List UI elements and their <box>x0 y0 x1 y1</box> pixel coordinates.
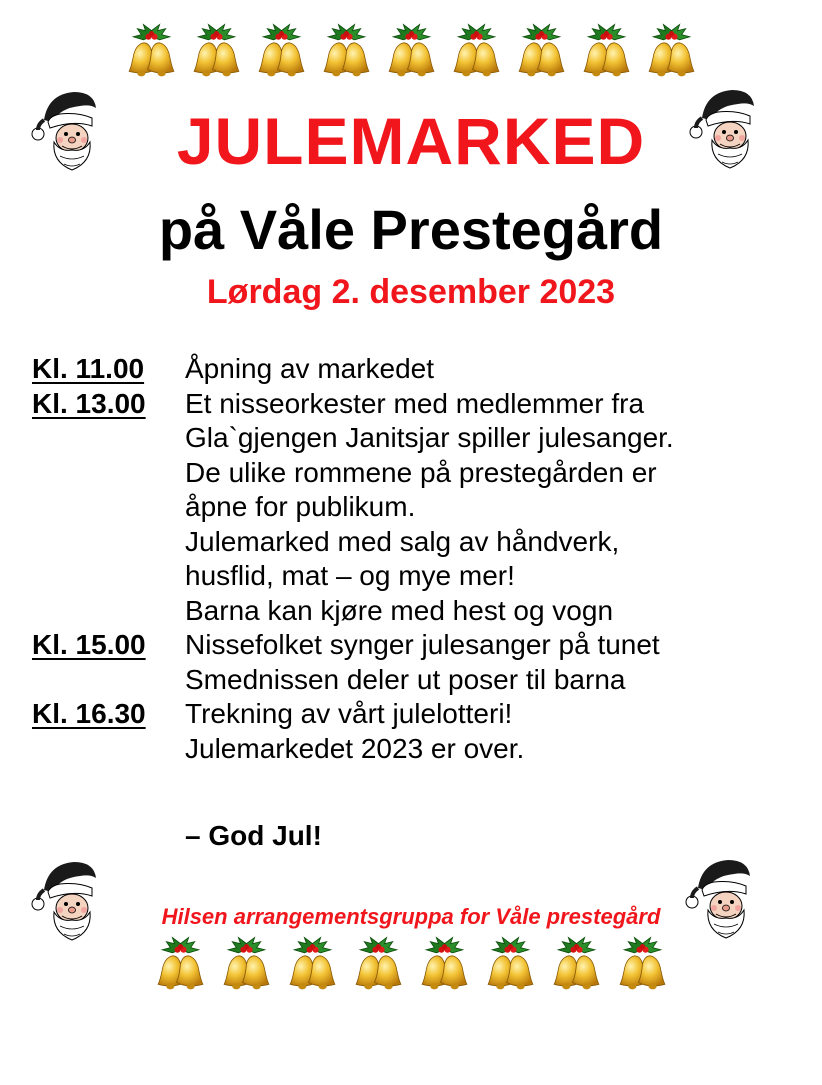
christmas-bells-icon <box>251 22 312 84</box>
schedule-row <box>32 697 802 766</box>
schedule-line: Barna kan kjøre med hest og vogn <box>185 594 614 626</box>
page-subtitle: på Våle Prestegård <box>158 198 664 261</box>
schedule-line: Trekning av vårt julelotteri! <box>185 698 513 729</box>
schedule-line: Et nisseorkester med medlemmer fra <box>185 387 645 419</box>
christmas-bells-icon <box>576 22 637 84</box>
event-date: Lørdag 2. desember 2023 <box>206 273 616 311</box>
christmas-bells-icon <box>282 935 343 997</box>
schedule-time: Kl. 15.00 <box>32 629 146 660</box>
christmas-bells-icon <box>216 935 277 997</box>
page-title: JULEMARKED <box>176 104 646 178</box>
christmas-bells-icon <box>612 935 673 997</box>
christmas-bells-icon <box>480 935 541 997</box>
santa-face-icon <box>30 856 106 942</box>
christmas-bells-icon <box>446 22 507 84</box>
christmas-bells-icon <box>546 935 607 997</box>
bottom-bell-garland <box>0 935 822 997</box>
christmas-bells-icon <box>348 935 409 997</box>
schedule-line: åpne for publikum. <box>185 491 416 522</box>
schedule-line: Smednissen deler ut poser til barna <box>185 663 626 695</box>
closing-greeting: – God Jul! <box>185 820 322 851</box>
christmas-bells-icon <box>414 935 475 997</box>
schedule-line: Gla`gjengen Janitsjar spiller julesanger. <box>185 422 674 453</box>
schedule-line: Julemarkedet 2023 er over. <box>185 732 525 764</box>
christmas-bells-icon <box>186 22 247 84</box>
organizer-greeting: Hilsen arrangementsgruppa for Våle prestegård <box>161 904 661 929</box>
schedule-time: Kl. 13.00 <box>32 387 146 419</box>
schedule-line: De ulike rommene på prestegården er <box>185 456 657 488</box>
schedule-line: Nissefolket synger julesanger på tunet <box>185 629 660 660</box>
christmas-bells-icon <box>511 22 572 84</box>
schedule-row <box>32 628 802 697</box>
christmas-bells-icon <box>641 22 702 84</box>
schedule-line: Julemarked med salg av håndverk, <box>185 525 620 557</box>
schedule-time: Kl. 11.00 <box>32 353 145 384</box>
schedule-time: Kl. 16.30 <box>32 698 146 729</box>
christmas-bells-icon <box>381 22 442 84</box>
event-schedule <box>32 352 802 766</box>
christmas-bells-icon <box>150 935 211 997</box>
top-bell-garland <box>0 22 822 84</box>
schedule-line: Åpning av markedet <box>185 353 435 384</box>
christmas-bells-icon <box>121 22 182 84</box>
schedule-row <box>32 387 802 629</box>
schedule-line: husflid, mat – og mye mer! <box>185 560 515 591</box>
christmas-bells-icon <box>316 22 377 84</box>
schedule-row <box>32 352 802 387</box>
